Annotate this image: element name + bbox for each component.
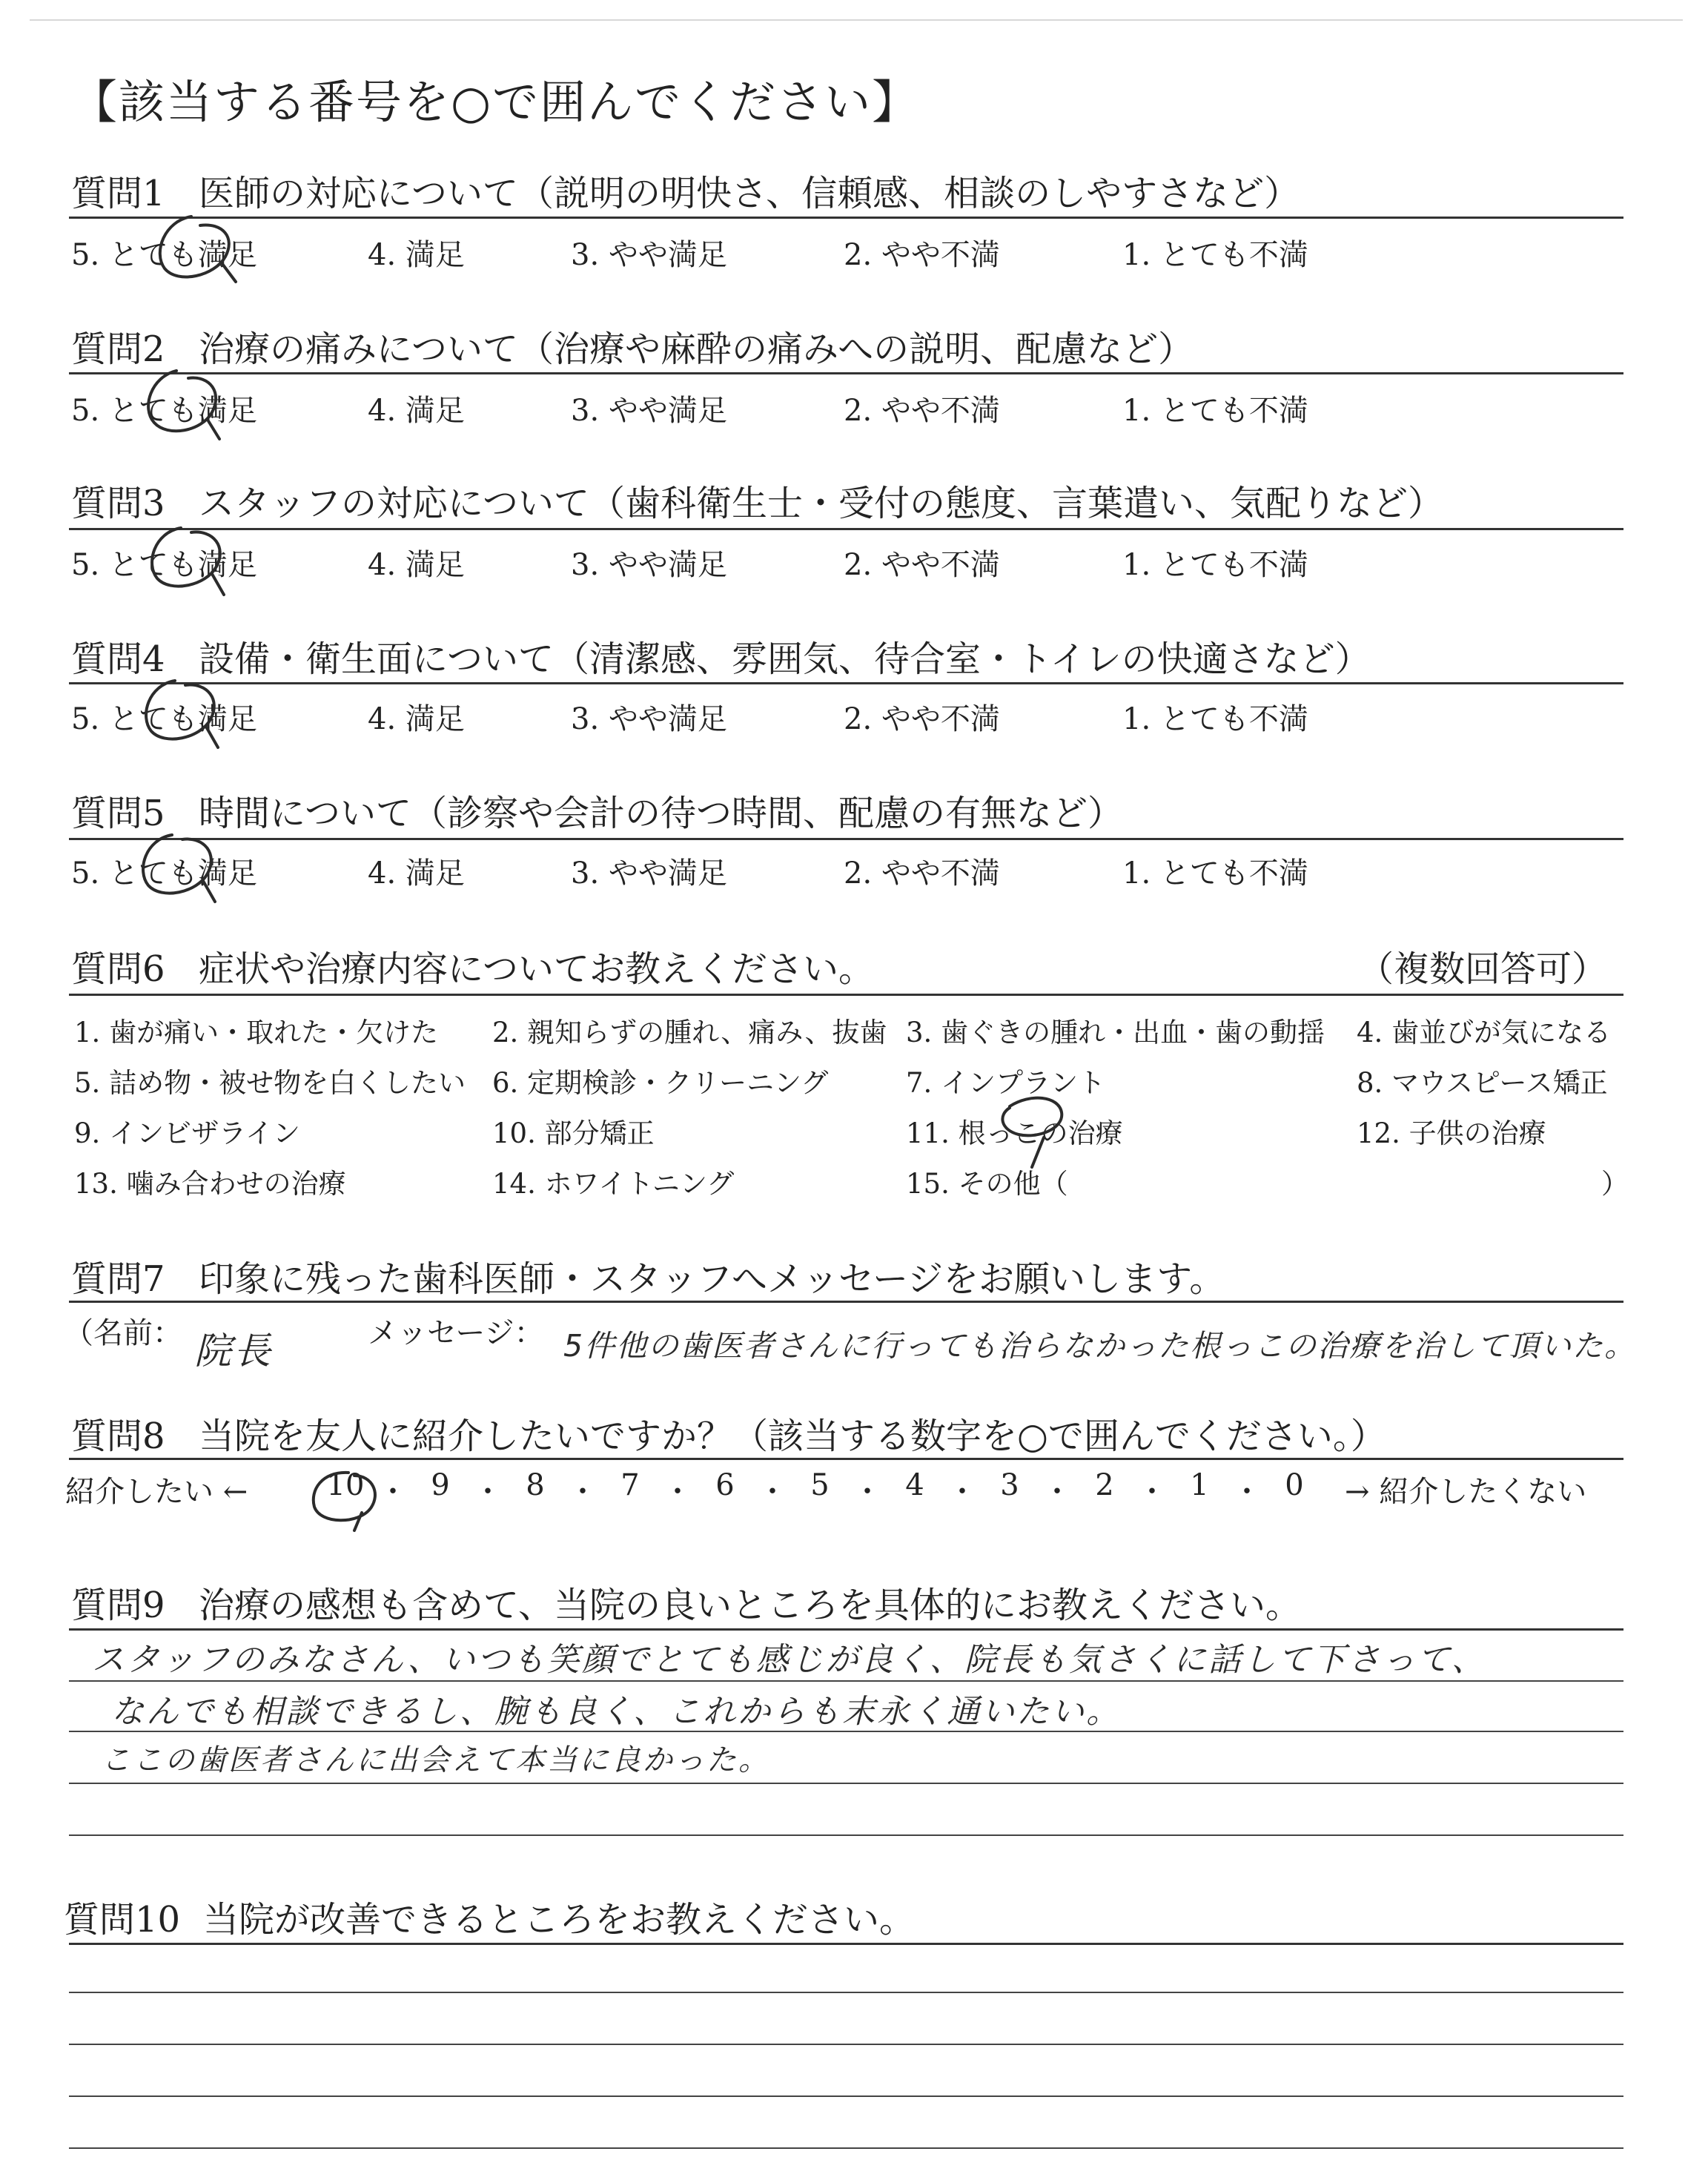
q8-scale-separator: ・ [473, 1475, 503, 1509]
q3-text: スタッフの対応について（歯科衛生士・受付の態度、言葉遣い、気配りなど） [199, 483, 1444, 524]
q2-rule [69, 372, 1623, 374]
q9-text: 治療の感想も含めて、当院の良いところを具体的にお教えください。 [199, 1585, 1302, 1626]
q8-left-label: 紹介したい ← [65, 1475, 248, 1509]
q8-rule [69, 1458, 1623, 1460]
q8-scale-2[interactable]: 2 [1095, 1468, 1114, 1502]
q5-label: 質問5 [71, 793, 165, 834]
q4-label: 質問4 [71, 638, 165, 680]
q1-text: 医師の対応について（説明の明快さ、信頼感、相談のしやすさなど） [199, 173, 1300, 214]
q3-rule [69, 528, 1623, 530]
q7-name-label: （名前： [64, 1316, 182, 1350]
q4-text: 設備・衛生面について（清潔感、雰囲気、待合室・トイレの快適さなど） [199, 638, 1371, 680]
q10-text: 当院が改善できるところをお教えください。 [203, 1899, 916, 1941]
q3-option-1[interactable]: 1. とても不満 [1122, 548, 1308, 582]
q4-option-4[interactable]: 4. 満足 [368, 702, 465, 736]
q8-scale-separator: ・ [1137, 1475, 1167, 1509]
q5-rule [69, 838, 1623, 840]
q6-option-13[interactable]: 13. 噛み合わせの治療 [74, 1168, 346, 1200]
q6-option-6[interactable]: 6. 定期検診・クリーニング [492, 1067, 829, 1099]
q7-message-label: メッセージ： [368, 1316, 544, 1350]
q9-rule [69, 1628, 1623, 1631]
q4-option-3[interactable]: 3. やや満足 [571, 702, 727, 736]
q8-scale-5[interactable]: 5 [810, 1468, 830, 1502]
page-top-edge [30, 19, 1683, 21]
q9-answer-line-3 [69, 1783, 1623, 1784]
q8-scale-separator: ・ [1232, 1475, 1262, 1509]
q2-text: 治療の痛みについて（治療や麻酔の痛みへの説明、配慮など） [199, 328, 1194, 370]
q1-option-3[interactable]: 3. やや満足 [571, 238, 727, 272]
q8-text: 当院を友人に紹介したいですか？（該当する数字を○で囲んでください。） [199, 1416, 1386, 1457]
q5-option-1[interactable]: 1. とても不満 [1122, 856, 1308, 891]
q1-option-2[interactable]: 2. やや不満 [844, 238, 1000, 272]
q8-scale-separator: ・ [378, 1475, 408, 1509]
q7-label: 質問7 [71, 1258, 165, 1300]
q9-answer-text-2[interactable]: なんでも相談できるし、腕も良く、これからも末永く通いたい。 [111, 1693, 1122, 1731]
q10-answer-line-2[interactable] [69, 2044, 1623, 2045]
q6-other-close-paren: ） [1601, 1168, 1629, 1200]
q1-rule [69, 217, 1623, 219]
q9-answer-line-1 [69, 1680, 1623, 1682]
q9-answer-text-3[interactable]: ここの歯医者さんに出会えて本当に良かった。 [101, 1743, 770, 1777]
q5-option-4[interactable]: 4. 満足 [368, 856, 465, 891]
q6-option-7[interactable]: 7. インプラント [906, 1067, 1106, 1099]
q6-option-9[interactable]: 9. インビザライン [74, 1117, 300, 1149]
q9-answer-line-4 [69, 1834, 1623, 1836]
q8-scale-separator: ・ [1042, 1475, 1072, 1509]
q2-option-3[interactable]: 3. やや満足 [571, 394, 727, 428]
q7-text: 印象に残った歯科医師・スタッフへメッセージをお願いします。 [199, 1258, 1225, 1300]
q8-scale-3[interactable]: 3 [1000, 1468, 1019, 1502]
q6-option-15[interactable]: 15. その他（ [906, 1168, 1068, 1200]
q3-option-2[interactable]: 2. やや不満 [844, 548, 1000, 582]
q6-text: 症状や治療内容についてお教えください。 [199, 948, 875, 990]
q7-message-value[interactable]: 5件他の歯医者さんに行っても治らなかった根っこの治療を治して頂いた。 [563, 1328, 1637, 1364]
q5-option-3[interactable]: 3. やや満足 [571, 856, 727, 891]
q6-note: （複数回答可） [1358, 948, 1608, 990]
q8-scale-8[interactable]: 8 [526, 1468, 545, 1502]
q6-option-12[interactable]: 12. 子供の治療 [1357, 1117, 1546, 1149]
q8-scale-separator: ・ [663, 1475, 692, 1509]
q2-option-4[interactable]: 4. 満足 [368, 394, 465, 428]
q10-rule [69, 1943, 1623, 1945]
q6-option-14[interactable]: 14. ホワイトニング [492, 1168, 735, 1200]
q8-scale-9[interactable]: 9 [431, 1468, 450, 1502]
q8-scale-separator: ・ [853, 1475, 882, 1509]
q9-label: 質問9 [71, 1585, 165, 1626]
q10-answer-line-3[interactable] [69, 2095, 1623, 2097]
q6-option-3[interactable]: 3. 歯ぐきの腫れ・出血・歯の動揺 [906, 1017, 1325, 1048]
q4-option-5[interactable]: 5. とても満足 [71, 702, 257, 736]
q6-option-1[interactable]: 1. 歯が痛い・取れた・欠けた [74, 1017, 439, 1048]
q1-option-4[interactable]: 4. 満足 [368, 238, 465, 272]
q3-option-5[interactable]: 5. とても満足 [71, 548, 257, 582]
q6-option-11[interactable]: 11. 根っこの治療 [906, 1117, 1123, 1149]
q6-option-8[interactable]: 8. マウスピース矯正 [1357, 1067, 1608, 1099]
q7-rule [69, 1301, 1623, 1303]
q2-option-1[interactable]: 1. とても不満 [1122, 394, 1308, 428]
q6-option-2[interactable]: 2. 親知らずの腫れ、痛み、抜歯 [492, 1017, 887, 1048]
q8-scale-separator: ・ [947, 1475, 977, 1509]
q2-option-2[interactable]: 2. やや不満 [844, 394, 1000, 428]
q6-label: 質問6 [71, 948, 165, 990]
q2-option-5[interactable]: 5. とても満足 [71, 394, 257, 428]
q5-text: 時間について（診察や会計の待つ時間、配慮の有無など） [199, 793, 1124, 834]
q5-option-2[interactable]: 2. やや不満 [844, 856, 1000, 891]
q1-label: 質問1 [71, 173, 165, 214]
q8-scale-7[interactable]: 7 [620, 1468, 640, 1502]
q8-right-label: → 紹介したくない [1345, 1475, 1587, 1509]
q7-name-value[interactable]: 院長 [194, 1330, 273, 1373]
q6-option-5[interactable]: 5. 詰め物・被せ物を白くしたい [74, 1067, 466, 1099]
q3-option-3[interactable]: 3. やや満足 [571, 548, 727, 582]
q8-label: 質問8 [71, 1416, 165, 1457]
q8-scale-0[interactable]: 0 [1285, 1468, 1304, 1502]
q4-option-1[interactable]: 1. とても不満 [1122, 702, 1308, 736]
q3-label: 質問3 [71, 483, 165, 524]
q10-answer-line-1[interactable] [69, 1992, 1623, 1993]
q9-answer-text-1[interactable]: スタッフのみなさん、いつも笑顔でとても感じが良く、院長も気さくに話して下さって、 [92, 1641, 1486, 1679]
q8-scale-4[interactable]: 4 [905, 1468, 924, 1502]
q5-option-5[interactable]: 5. とても満足 [71, 856, 257, 891]
q8-scale-10[interactable]: 10 [326, 1468, 365, 1502]
q1-option-1[interactable]: 1. とても不満 [1122, 238, 1308, 272]
q8-scale-1[interactable]: 1 [1190, 1468, 1209, 1502]
q4-rule [69, 682, 1623, 684]
q4-option-2[interactable]: 2. やや不満 [844, 702, 1000, 736]
q6-option-4[interactable]: 4. 歯並びが気になる [1357, 1017, 1612, 1048]
q10-answer-line-4[interactable] [69, 2147, 1623, 2149]
q10-label: 質問10 [64, 1899, 181, 1941]
q6-rule [69, 994, 1623, 996]
q8-scale-6[interactable]: 6 [715, 1468, 735, 1502]
q1-option-5[interactable]: 5. とても満足 [71, 238, 257, 272]
page-title: 【該当する番号を○で囲んでください】 [71, 75, 920, 129]
q6-option-10[interactable]: 10. 部分矯正 [492, 1117, 655, 1149]
q8-scale-separator: ・ [568, 1475, 598, 1509]
q8-scale-separator: ・ [758, 1475, 787, 1509]
q3-option-4[interactable]: 4. 満足 [368, 548, 465, 582]
q2-label: 質問2 [71, 328, 165, 370]
